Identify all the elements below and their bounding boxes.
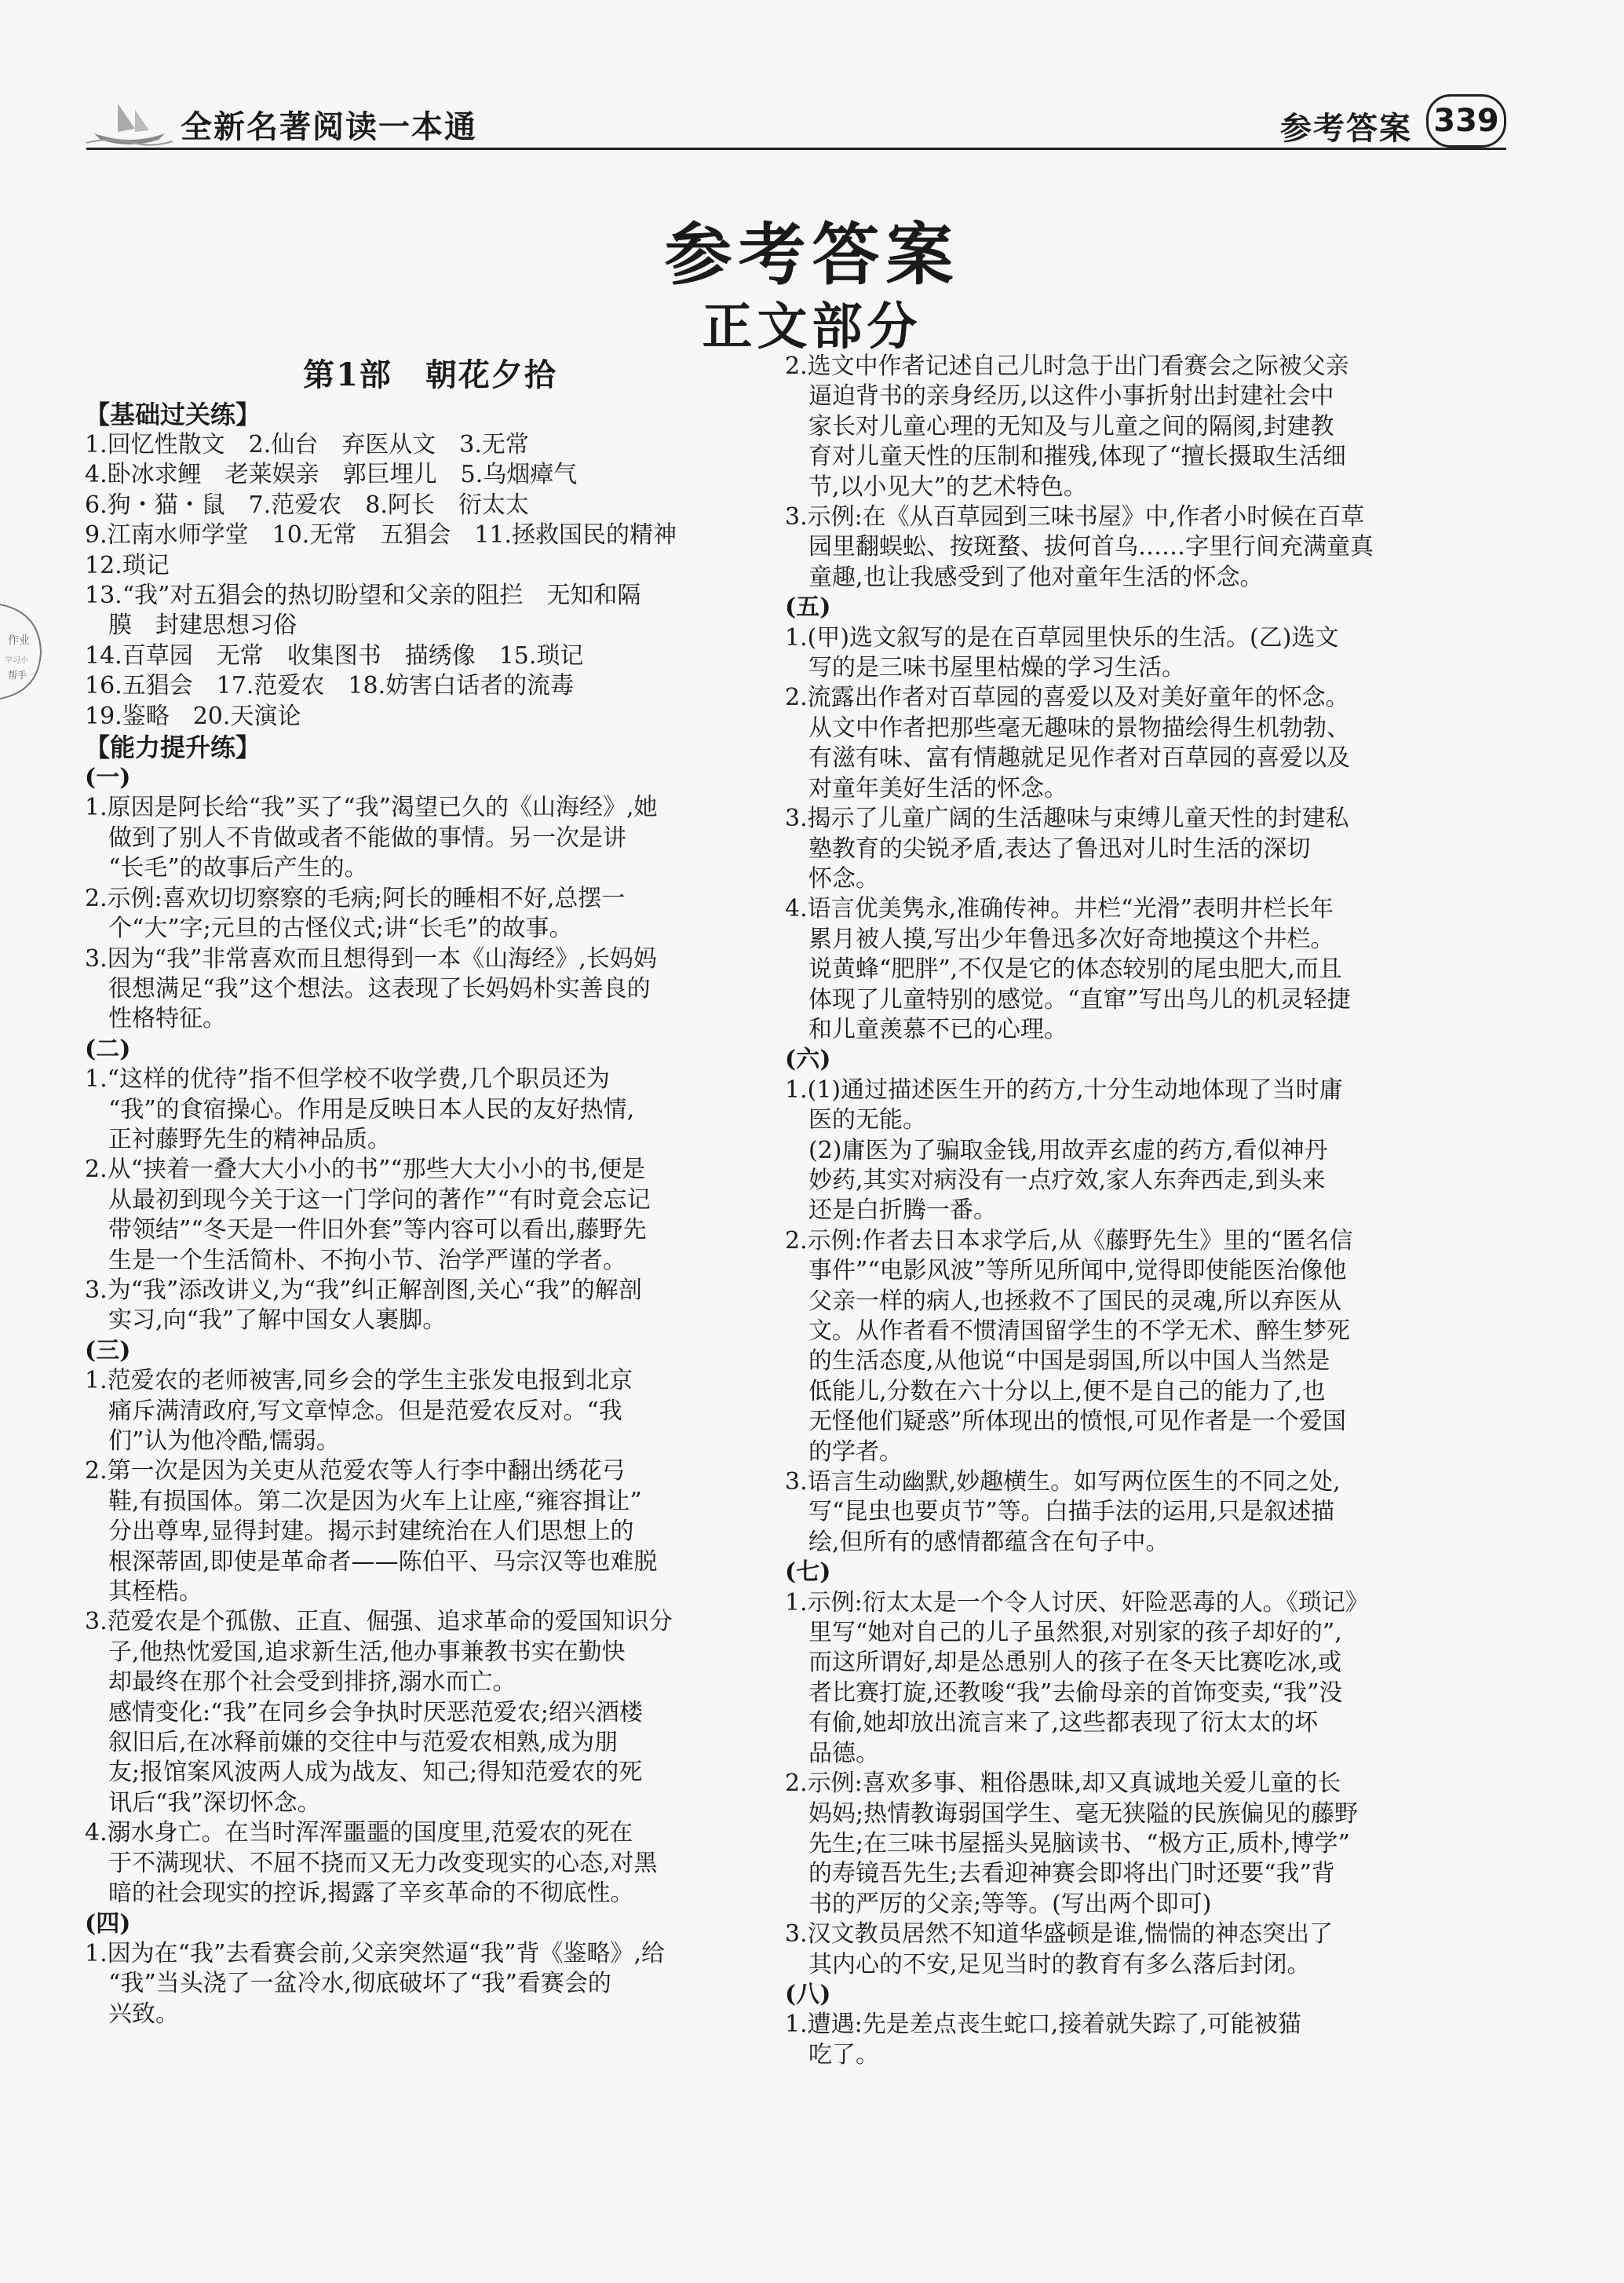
sailing-ship-icon (86, 94, 173, 149)
answer-line: 实习,向“我”了解中国女人裹脚。 (85, 1306, 447, 1335)
answer-line: 逼迫背书的亲身经历,以这件小事折射出封建社会中 (785, 382, 1334, 411)
answer-line: 带领结”“冬天是一件旧外套”等内容可以看出,藤野先 (85, 1216, 647, 1244)
group-label: (五) (785, 594, 831, 622)
answer-line: 16.五猖会 17.范爱农 18.妨害白话者的流毒 (85, 672, 575, 700)
answer-line: 1.回忆性散文 2.仙台 弃医从文 3.无常 (85, 431, 529, 458)
answer-line: 兴致。 (85, 2000, 179, 2028)
answer-line: 无怪他们疑惑”所体现出的愤恨,可见作者是一个爱国 (785, 1408, 1346, 1436)
answer-line: 低能儿,分数在六十分以上,便不是自己的能力了,也 (785, 1377, 1326, 1405)
answer-line: 1.原因是阿长给“我”买了“我”渴望已久的《山海经》,她 (85, 794, 658, 822)
group-label: (六) (785, 1046, 831, 1074)
answer-line: 还是白折腾一番。 (785, 1196, 997, 1225)
answer-line: 写的是三味书屋里枯燥的学习生活。 (785, 654, 1185, 682)
answer-line: 2.示例:喜欢切切察察的毛病;阿长的睡相不好,总摆一 (85, 884, 626, 912)
answer-line: 2.选文中作者记述自己儿时急于出门看赛会之际被父亲 (785, 352, 1349, 380)
answer-line: 节,以小见大”的艺术特色。 (785, 473, 1087, 501)
answer-line: 做到了别人不肯做或者不能做的事情。另一次是讲 (85, 824, 626, 852)
answer-line: 生是一个生活简朴、不拘小节、治学严谨的学者。 (85, 1246, 626, 1274)
answer-line: 膜 封建思想习俗 (85, 612, 297, 640)
answer-line: 2.示例:喜欢多事、粗俗愚昧,却又真诚地关爱儿童的长 (785, 1770, 1341, 1798)
answer-line: 1.“这样的优待”指不但学校不收学费,几个职员还为 (85, 1065, 610, 1094)
answer-line: 友;报馆案风波两人成为战友、知己;得知范爱农的死 (85, 1759, 643, 1787)
ability-heading: 【能力提升练】 (85, 732, 261, 763)
section-label: 参考答案 (1280, 110, 1412, 147)
answer-line: 童趣,也让我感受到了他对童年生活的怀念。 (785, 563, 1264, 591)
answer-group (85, 1336, 776, 1909)
answer-line: “我”当头浇了一盆冷水,彻底破坏了“我”看赛会的 (85, 1970, 611, 1998)
answer-line: 子,他热忱爱国,追求新生活,他办事兼教书实在勤快 (85, 1638, 626, 1666)
page-number: 339 (1426, 94, 1506, 148)
answer-line: 1.(1)通过描述医生开的药方,十分生动地体现了当时庸 (785, 1076, 1343, 1104)
answer-line: 3.语言生动幽默,妙趣横生。如写两位医生的不同之处, (785, 1468, 1341, 1496)
page-title: 参考答案 (664, 215, 960, 294)
answer-line: 的生活态度,从他说“中国是弱国,所以中国人当然是 (785, 1347, 1330, 1375)
answer-line: 6.狗・猫・鼠 7.范爱农 8.阿长 衍太太 (85, 491, 529, 519)
answer-line: 3.因为“我”非常喜欢而且想得到一本《山海经》,长妈妈 (85, 944, 657, 973)
answer-line: 父亲一样的病人,也拯救不了国民的灵魂,所以弃医从 (785, 1287, 1342, 1315)
answer-line: 里写“她对自己的儿子虽然狠,对别家的孩子却好的”, (785, 1619, 1342, 1647)
answer-line: 讯后“我”深切怀念。 (85, 1788, 321, 1817)
answer-line: 3.示例:在《从百草园到三味书屋》中,作者小时候在百草 (785, 503, 1365, 531)
answer-line: 3.汉文教员居然不知道华盛顿是谁,惴惴的神态突出了 (785, 1920, 1334, 1949)
answer-line: 很想满足“我”这个想法。这表现了长妈妈朴实善良的 (85, 974, 651, 1003)
right-intro-answers (785, 352, 1436, 593)
answer-line: 从最初到现今关于这一门学问的著作”“有时竟会忘记 (85, 1185, 651, 1214)
answer-line: 园里翻蜈蚣、按斑蝥、拔何首乌……字里行间充满童真 (785, 533, 1374, 561)
page-subtitle: 正文部分 (702, 298, 922, 356)
answer-group (85, 1909, 776, 2030)
answer-line: 对童年美好生活的怀念。 (785, 774, 1067, 802)
answer-line: 3.范爱农是个孤傲、正直、倔强、追求革命的爱国知识分 (85, 1608, 673, 1636)
answer-line: 塾教育的尖锐矛盾,表达了鲁迅对儿时生活的深切 (785, 835, 1311, 863)
answer-line: 怀念。 (785, 864, 879, 893)
answer-line: 却最终在那个社会受到排挤,溺水而亡。 (85, 1668, 516, 1697)
answer-line: 痛斥满清政府,写文章悼念。但是范爱农反对。“我 (85, 1397, 622, 1425)
answer-line: 14.百草园 无常 收集图书 描绣像 15.琐记 (85, 641, 584, 670)
answer-line: 2.流露出作者对百草园的喜爱以及对美好童年的怀念。 (785, 684, 1349, 712)
answer-group (785, 1980, 1436, 2070)
answer-line: 有滋有味、富有情趣就足见作者对百草园的喜爱以及 (785, 744, 1350, 773)
answer-line: “我”的食宿操心。作用是反映日本人民的友好热情, (85, 1095, 635, 1123)
answer-line: 其内心的不安,足见当时的教育有多么落后封闭。 (785, 1950, 1311, 1978)
answer-line: 从文中作者把那些毫无趣味的景物描绘得生机勃勃、 (785, 714, 1350, 742)
answer-line: 2.第一次是因为关吏从范爱农等人行李中翻出绣花弓 (85, 1457, 626, 1485)
answer-line: 妈妈;热情教诲弱国学生、毫无狭隘的民族偏见的藤野 (785, 1799, 1359, 1828)
stamp-watermark (0, 597, 47, 707)
answer-line: 性格特征。 (85, 1005, 226, 1033)
answer-line: 2.从“挟着一叠大大小小的书”“那些大大小小的书,便是 (85, 1156, 646, 1184)
answer-line: 1.因为在“我”去看赛会前,父亲突然逼“我”背《鉴略》,给 (85, 1939, 666, 1967)
answer-line: 先生;在三味书屋摇头晃脑读书、“极方正,质朴,博学” (785, 1829, 1350, 1857)
group-label: (二) (85, 1035, 131, 1063)
group-label: (三) (85, 1336, 131, 1364)
answer-line: 叙旧后,在冰释前嫌的交往中与范爱农相熟,成为朋 (85, 1729, 619, 1757)
group-label: (七) (785, 1558, 831, 1587)
answer-line: 医的无能。 (785, 1106, 926, 1134)
answer-line: 4.溺水身亡。在当时浑浑噩噩的国度里,范爱农的死在 (85, 1819, 633, 1847)
answer-line: 吃了。 (785, 2040, 879, 2069)
answer-line: 分出尊卑,显得封建。揭示封建统治在人们思想上的 (85, 1518, 634, 1546)
header-rule (86, 148, 1506, 150)
part-title: 第1部 朝花夕拾 (303, 356, 557, 393)
answer-line: 个“大”字;元旦的古怪仪式;讲“长毛”的故事。 (85, 915, 573, 943)
basics-heading: 【基础过关练】 (85, 400, 261, 429)
answer-line: 和儿童羡慕不已的心理。 (785, 1015, 1067, 1043)
answer-line: 3.揭示了儿童广阔的生活趣味与束缚儿童天性的封建私 (785, 805, 1349, 833)
answer-line: 有偷,她却放出流言来了,这些都表现了衍太太的坏 (785, 1709, 1319, 1737)
answer-line: 写“昆虫也要贞节”等。白描手法的运用,只是叙述描 (785, 1498, 1335, 1526)
answer-line: 事件”“电影风波”等所见所闻中,觉得即使能医治像他 (785, 1257, 1347, 1285)
answer-line: 12.琐记 (85, 551, 170, 579)
answer-line: 的寿镜吾先生;去看迎神赛会即将出门时还要“我”背 (785, 1860, 1335, 1888)
answer-group (785, 1558, 1436, 1980)
answer-line: 文。从作者看不惯清国留学生的不学无术、醉生梦死 (785, 1317, 1350, 1345)
answer-line: 体现了儿童特别的感觉。“直窜”写出鸟儿的机灵轻捷 (785, 985, 1351, 1014)
answer-line: “长毛”的故事后产生的。 (85, 854, 368, 882)
answer-line: 感情变化:“我”在同乡会争执时厌恶范爱农;绍兴酒楼 (85, 1698, 643, 1726)
answer-line: 4.卧冰求鲤 老莱娱亲 郭巨埋儿 5.乌烟瘴气 (85, 461, 578, 489)
answer-line: 绘,但所有的感情都蕴含在句子中。 (785, 1528, 1170, 1556)
answer-group (85, 1035, 776, 1336)
answer-line: 书的严厉的父亲;等等。(写出两个即可) (785, 1890, 1212, 1918)
page-header (86, 86, 1506, 149)
answer-line: 品德。 (785, 1739, 879, 1767)
answer-line: 1.遭遇:先是差点丧生蛇口,接着就失踪了,可能被猫 (785, 2011, 1301, 2039)
book-title: 全新名著阅读一本通 (181, 108, 477, 145)
basics-answers (85, 430, 776, 732)
answer-group (785, 1045, 1436, 1558)
answer-line: 1.范爱农的老师被害,同乡会的学生主张发电报到北京 (85, 1367, 633, 1395)
answer-line: 1.(甲)选文叙写的是在百草园里快乐的生活。(乙)选文 (785, 623, 1339, 652)
right-answer-groups (785, 593, 1436, 2070)
answer-line: 育对儿童天性的压制和摧残,体现了“擅长摄取生活细 (785, 443, 1346, 471)
answer-line: 家长对儿童心理的无知及与儿童之间的隔阂,封建教 (785, 412, 1334, 440)
group-label: (一) (85, 764, 131, 792)
answer-group (785, 593, 1436, 1045)
answer-line: 妙药,其实对病没有一点疗效,家人东奔西走,到头来 (785, 1166, 1326, 1194)
answer-line: 13.“我”对五猖会的热切盼望和父亲的阻拦 无知和隔 (85, 582, 641, 610)
answer-line: 1.示例:衍太太是一个令人讨厌、奸险恶毒的人。《琐记》 (785, 1588, 1369, 1616)
answer-line: 者比赛打旋,还教唆“我”去偷母亲的首饰变卖,“我”没 (785, 1678, 1343, 1707)
answer-line: 2.示例:作者去日本求学后,从《藤野先生》里的“匿名信 (785, 1226, 1353, 1255)
answer-line: 们”认为他冷酷,懦弱。 (85, 1427, 340, 1455)
answer-line: 鞋,有损国体。第二次是因为火车上让座,“雍容揖让” (85, 1487, 642, 1515)
left-column (85, 352, 776, 2029)
answer-line: (2)庸医为了骗取金钱,用故弄玄虚的药方,看似神丹 (785, 1136, 1328, 1164)
answer-line: 累月被人摸,写出少年鲁迅多次好奇地摸这个井栏。 (785, 925, 1334, 953)
answer-line: 暗的社会现实的控诉,揭露了辛亥革命的不彻底性。 (85, 1879, 634, 1908)
answer-line: 4.语言优美隽永,准确传神。井栏“光滑”表明井栏长年 (785, 895, 1334, 923)
svg-text:学习小: 学习小 (5, 656, 28, 665)
answer-line: 根深蒂固,即使是革命者——陈伯平、马宗汉等也难脱 (85, 1547, 658, 1576)
left-answer-groups (85, 763, 776, 2029)
answer-line: 而这所谓好,却是怂恿别人的孩子在冬天比赛吃冰,或 (785, 1649, 1342, 1677)
answer-group (85, 763, 776, 1035)
group-label: (八) (785, 1980, 831, 2008)
answer-line: 于不满现状、不屈不挠而又无力改变现实的心态,对黑 (85, 1849, 658, 1877)
answer-line: 说黄蜂“肥胖”,不仅是它的体态较别的尾虫肥大,而且 (785, 955, 1342, 984)
answer-line: 9.江南水师学堂 10.无常 五猖会 11.拯救国民的精神 (85, 521, 677, 550)
answer-line: 其桎梏。 (85, 1578, 203, 1606)
right-column (785, 352, 1436, 2070)
svg-text:作业: 作业 (8, 634, 30, 647)
answer-line: 19.鉴略 20.天演论 (85, 702, 301, 730)
answer-line: 的学者。 (785, 1437, 903, 1466)
group-label: (四) (85, 1909, 131, 1938)
answer-line: 3.为“我”添改讲义,为“我”纠正解剖图,关心“我”的解剖 (85, 1276, 642, 1304)
svg-text:帮手: 帮手 (8, 670, 27, 681)
answer-line: 正衬藤野先生的精神品质。 (85, 1125, 391, 1153)
